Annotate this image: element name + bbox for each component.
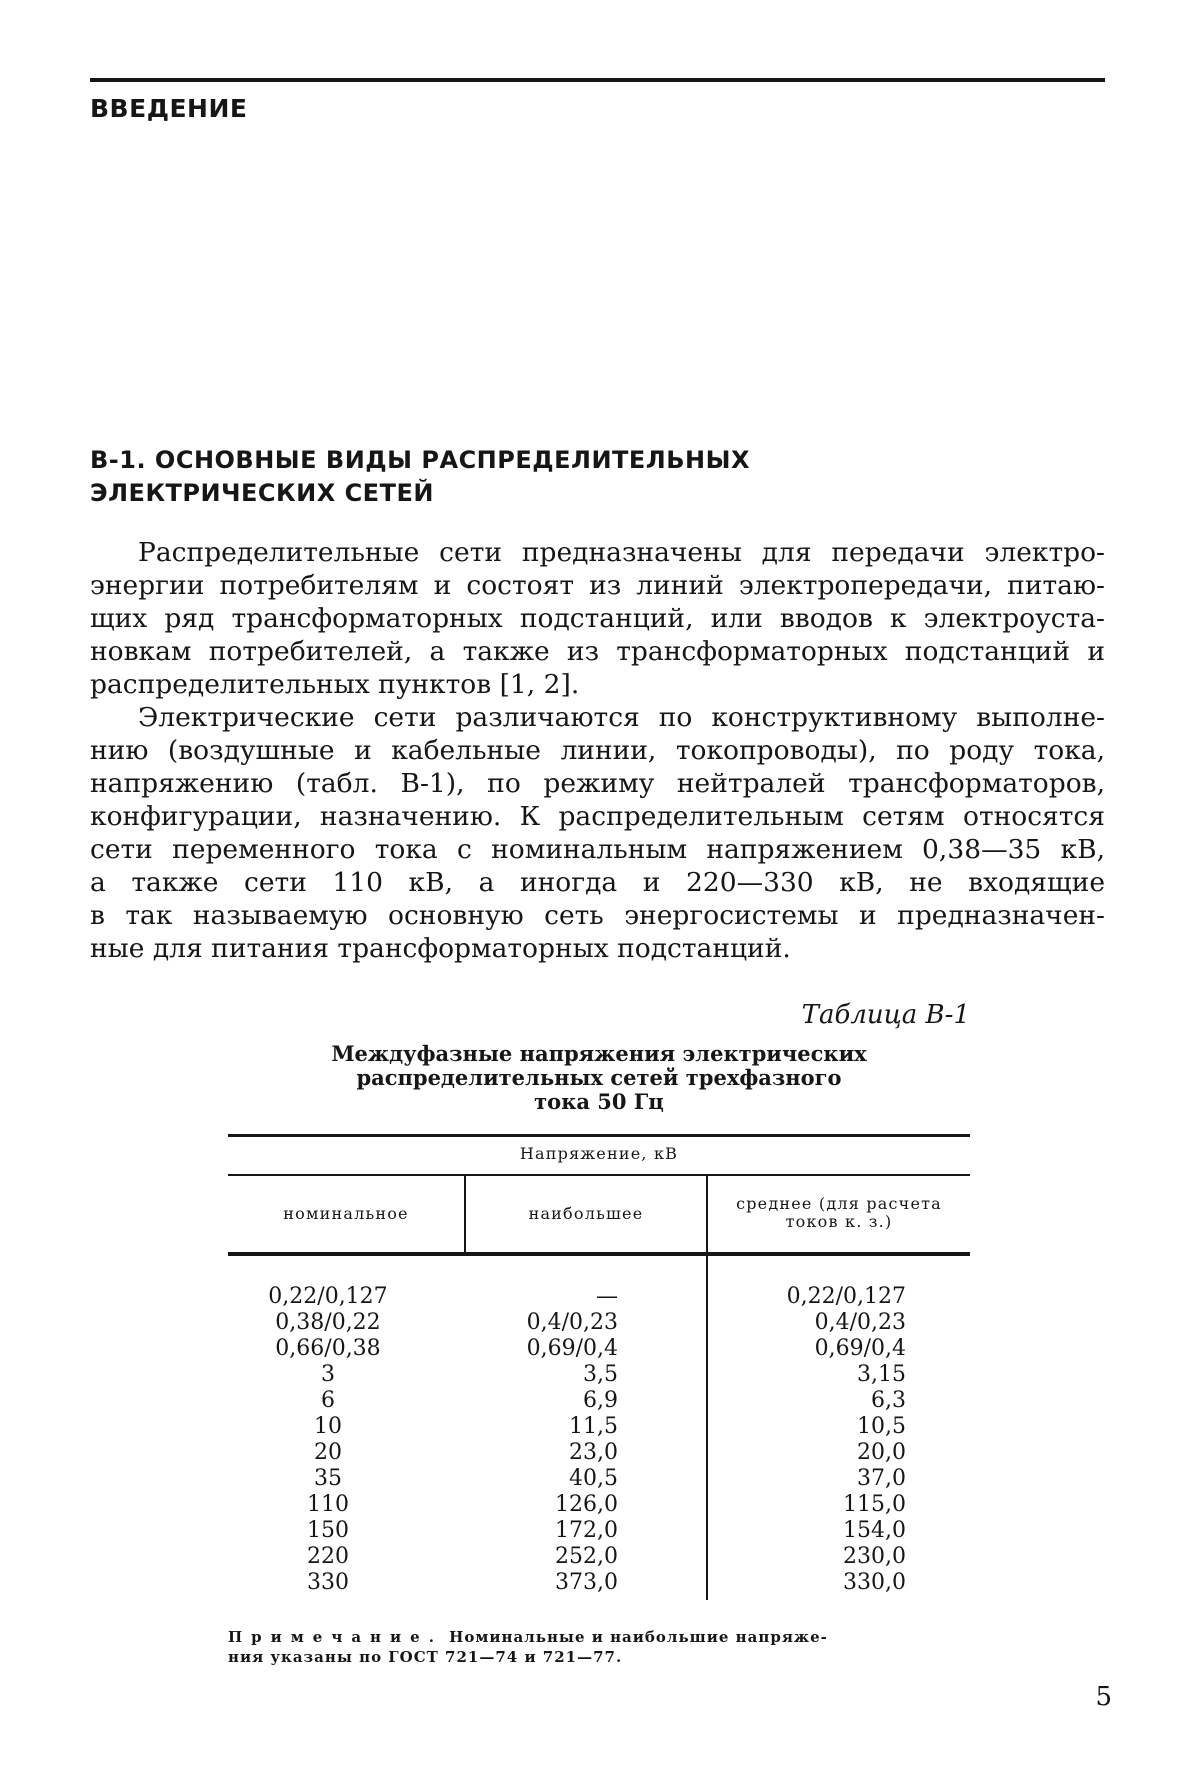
table-cell: 330,0 [843,1570,906,1595]
section-heading [90,444,990,510]
body-text [90,536,1105,965]
table-cell: 3 [321,1362,335,1387]
table-note [228,1627,970,1667]
table-cell: 0,38/0,22 [275,1310,381,1335]
table-cell: 35 [314,1466,342,1491]
paragraph-line: сети переменного тока с номинальным напряжением 0,38—35 кВ, [90,834,1105,865]
table-note-line [228,1627,970,1647]
table-cell: 0,66/0,38 [275,1336,381,1361]
table-cell: 110 [307,1492,349,1517]
table-cell: 0,69/0,4 [814,1336,906,1361]
table-note-lead: Примечание. [228,1628,443,1646]
table-cell: 6 [321,1388,335,1413]
column-max [458,1284,618,1596]
table-cell: 10 [314,1414,342,1439]
paragraph-1 [90,536,1105,701]
table-cell: 154,0 [843,1518,906,1543]
column-header-avg-line: токов к. з.) [785,1212,893,1231]
table-cell: — [596,1284,618,1309]
table-cell: 373,0 [555,1570,618,1595]
page-number: 5 [1095,1682,1112,1712]
table-label: Таблица В-1 [801,1000,970,1030]
table-cell: 3,15 [857,1362,906,1387]
table-cell: 0,4/0,23 [814,1310,906,1335]
table-cell: 172,0 [555,1518,618,1543]
table-cell: 230,0 [843,1544,906,1569]
table-cell: 6,9 [583,1388,618,1413]
table-cell: 6,3 [871,1388,906,1413]
table-cell: 37,0 [857,1466,906,1491]
table-cell: 126,0 [555,1492,618,1517]
column-header-max: наибольшее [528,1204,644,1223]
paragraph-line: распределительных пунктов [1, 2]. [90,669,580,700]
table-cell: 220 [307,1544,349,1569]
table-cell: 0,22/0,127 [268,1284,388,1309]
table-cell: 3,5 [583,1362,618,1387]
paragraph-line: напряжению (табл. В-1), по режиму нейтралей трансформаторов, [90,768,1105,799]
section-heading-line: В-1. ОСНОВНЫЕ ВИДЫ РАСПРЕДЕЛИТЕЛЬНЫХ [90,446,750,474]
table-cell: 0,69/0,4 [526,1336,618,1361]
table-cell: 0,4/0,23 [526,1310,618,1335]
table-cell: 11,5 [569,1414,618,1439]
table-title [228,1042,970,1114]
paragraph-line: нию (воздушные и кабельные линии, токопроводы), по роду тока, [90,735,1105,766]
table-cell: 40,5 [569,1466,618,1491]
table-top-rule [228,1134,970,1137]
table-cell: 0,22/0,127 [786,1284,906,1309]
voltage-table [228,1134,970,1600]
paragraph-2 [90,701,1105,965]
column-header-avg-line: среднее (для расчета [736,1194,942,1213]
header-bottom-rule [228,1252,970,1256]
paragraph-line: Распределительные сети предназначены для передачи электро- [138,537,1105,568]
paragraph-line: энергии потребителям и состоят из линий электропередачи, питаю- [90,570,1105,601]
column-avg [738,1284,906,1596]
table-cell: 252,0 [555,1544,618,1569]
section-heading-line: ЭЛЕКТРИЧЕСКИХ СЕТЕЙ [90,479,434,507]
chapter-title: ВВЕДЕНИЕ [90,94,248,123]
table-cell: 115,0 [843,1492,906,1517]
column-header-avg [708,1195,970,1231]
table-cell: 20 [314,1440,342,1465]
paragraph-line: новкам потребителей, а также из трансформаторных подстанций и [90,636,1105,667]
table-cell: 150 [307,1518,349,1543]
paragraph-line: а также сети 110 кВ, а иногда и 220—330 кВ, не входящие [90,867,1105,898]
table-note-line: ния указаны по ГОСТ 721—74 и 721—77. [228,1648,623,1666]
column-nominal [228,1284,428,1596]
paragraph-line: в так называемую основную сеть энергосистемы и предназначен- [90,900,1105,931]
table-title-line: Междуфазные напряжения электрических [331,1041,867,1066]
group-header-rule [228,1174,970,1176]
paragraph-line: щих ряд трансформаторных подстанций, или вводов к электроуста- [90,603,1105,634]
table-cell: 20,0 [857,1440,906,1465]
table-cell: 10,5 [857,1414,906,1439]
table-note-text: Номинальные и наибольшие напряже- [449,1628,828,1646]
paragraph-line: Электрические сети различаются по конструктивному выполне- [138,702,1105,733]
table-title-line: распределительных сетей трехфазного [356,1065,842,1090]
column-divider [706,1256,708,1600]
paragraph-line: конфигурации, назначению. К распределительным сетям относятся [90,801,1105,832]
group-header: Напряжение, кВ [519,1144,679,1163]
paragraph-line: ные для питания трансформаторных подстанций. [90,933,791,964]
table-cell: 23,0 [569,1440,618,1465]
table-cell: 330 [307,1570,349,1595]
top-rule [90,78,1105,82]
table-title-line: тока 50 Гц [534,1089,664,1114]
column-header-nominal: номинальное [283,1204,409,1223]
